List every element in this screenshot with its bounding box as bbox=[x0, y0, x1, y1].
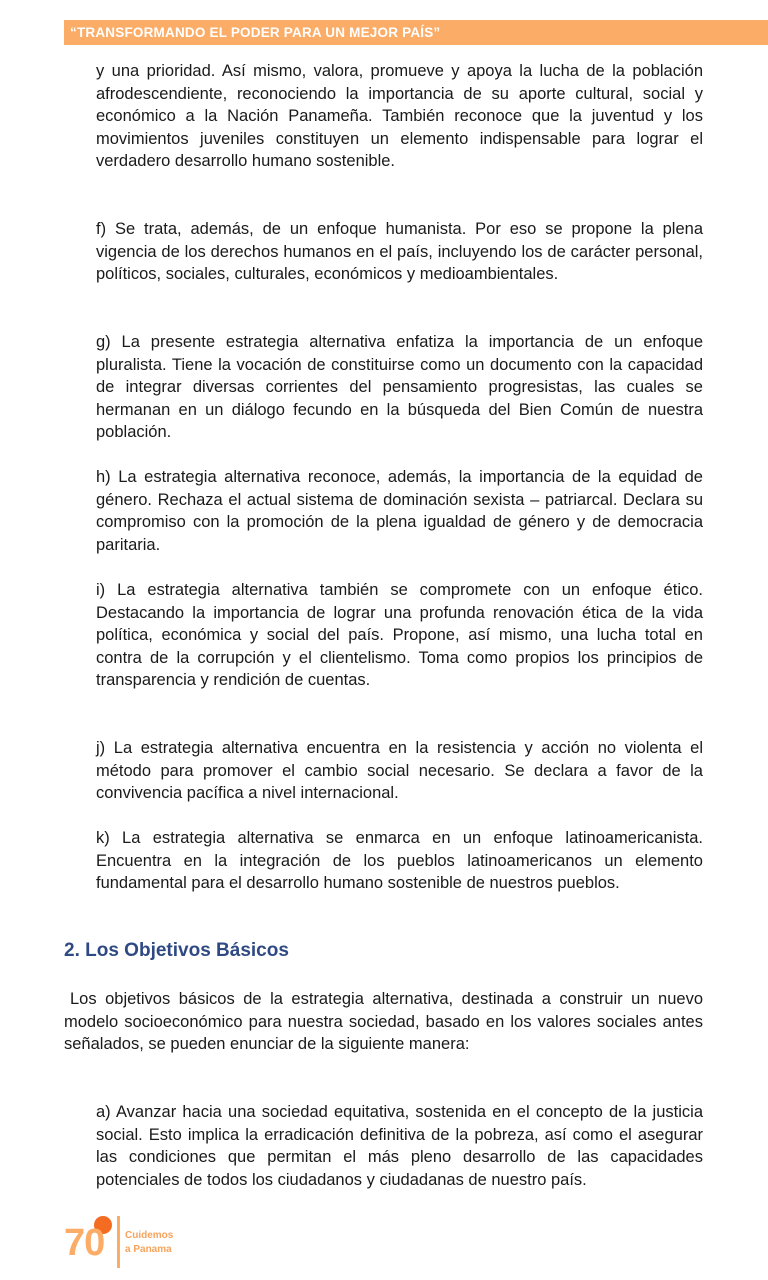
paragraph-i: i) La estrategia alternativa también se compromete con un enfoque ético. Destacando la importancia de lograr una profunda renovación ética de la vida política, económica y social del país. Propone, así mismo, una lucha total en contra de la corrupción y el clientelismo. Toma como propios los principios de transparencia y rendición de cuentas. bbox=[96, 581, 703, 689]
page-number: 70 bbox=[64, 1222, 105, 1264]
brand-line-2: a Panama bbox=[125, 1244, 172, 1255]
paragraph-k: k) La estrategia alternativa se enmarca en un enfoque latinoamericanista. Encuentra en la integración de los pueblos latinoamericanos un elemento fundamental para el desarrollo humano sostenible de nuestros pueblos. bbox=[96, 829, 703, 892]
page-header-title: “TRANSFORMANDO EL PODER PARA UN MEJOR PAÍS” bbox=[70, 25, 441, 40]
objective-a: a) Avanzar hacia una sociedad equitativa, sostenida en el concepto de la justicia social. Esto implica la erradicación definitiva de la pobreza, así como el asegurar las condiciones que permitan el más pleno desarrollo de las capacidades potenciales de todos los ciudadanos y ciudadanas de nuestro país. bbox=[96, 1103, 703, 1189]
section-intro: Los objetivos básicos de la estrategia alternativa, destinada a construir un nuevo modelo socioeconómico para nuestra sociedad, basado en los valores sociales antes señalados, se pueden enunciar de la siguiente manera: bbox=[64, 990, 703, 1053]
footer-divider bbox=[117, 1216, 120, 1268]
paragraph-g: g) La presente estrategia alternativa enfatiza la importancia de un enfoque pluralista. Tiene la vocación de constituirse como un documento con la capacidad de integrar diversas corrientes del pensamiento progresistas, las cuales se hermanan en un diálogo fecundo en la búsqueda del Bien Común de nuestra población. bbox=[96, 333, 703, 441]
page-footer bbox=[64, 1212, 264, 1272]
section-title: 2. Los Objetivos Básicos bbox=[64, 940, 289, 961]
paragraph-f: f) Se trata, además, de un enfoque humanista. Por eso se propone la plena vigencia de los derechos humanos en el país, incluyendo los de carácter personal, políticos, sociales, culturales, económicos y medioambientales. bbox=[96, 220, 703, 283]
paragraph-continuation: y una prioridad. Así mismo, valora, promueve y apoya la lucha de la población afrodescendiente, reconociendo la importancia de su aporte cultural, social y económico a la Nación Panameña. También reconoce que la juventud y los movimientos juveniles constituyen un elemento indispensable para lograr el verdadero desarrollo humano sostenible. bbox=[96, 62, 703, 170]
paragraph-j: j) La estrategia alternativa encuentra en la resistencia y acción no violenta el método para promover el cambio social necesario. Se declara a favor de la convivencia pacífica a nivel internacional. bbox=[96, 739, 703, 802]
paragraph-h: h) La estrategia alternativa reconoce, además, la importancia de la equidad de género. Rechaza el actual sistema de dominación sexista – patriarcal. Declara su compromiso con la promoción de la plena igualdad de género y de democracia paritaria. bbox=[96, 468, 703, 554]
brand-line-1: Cuidemos bbox=[125, 1230, 174, 1241]
